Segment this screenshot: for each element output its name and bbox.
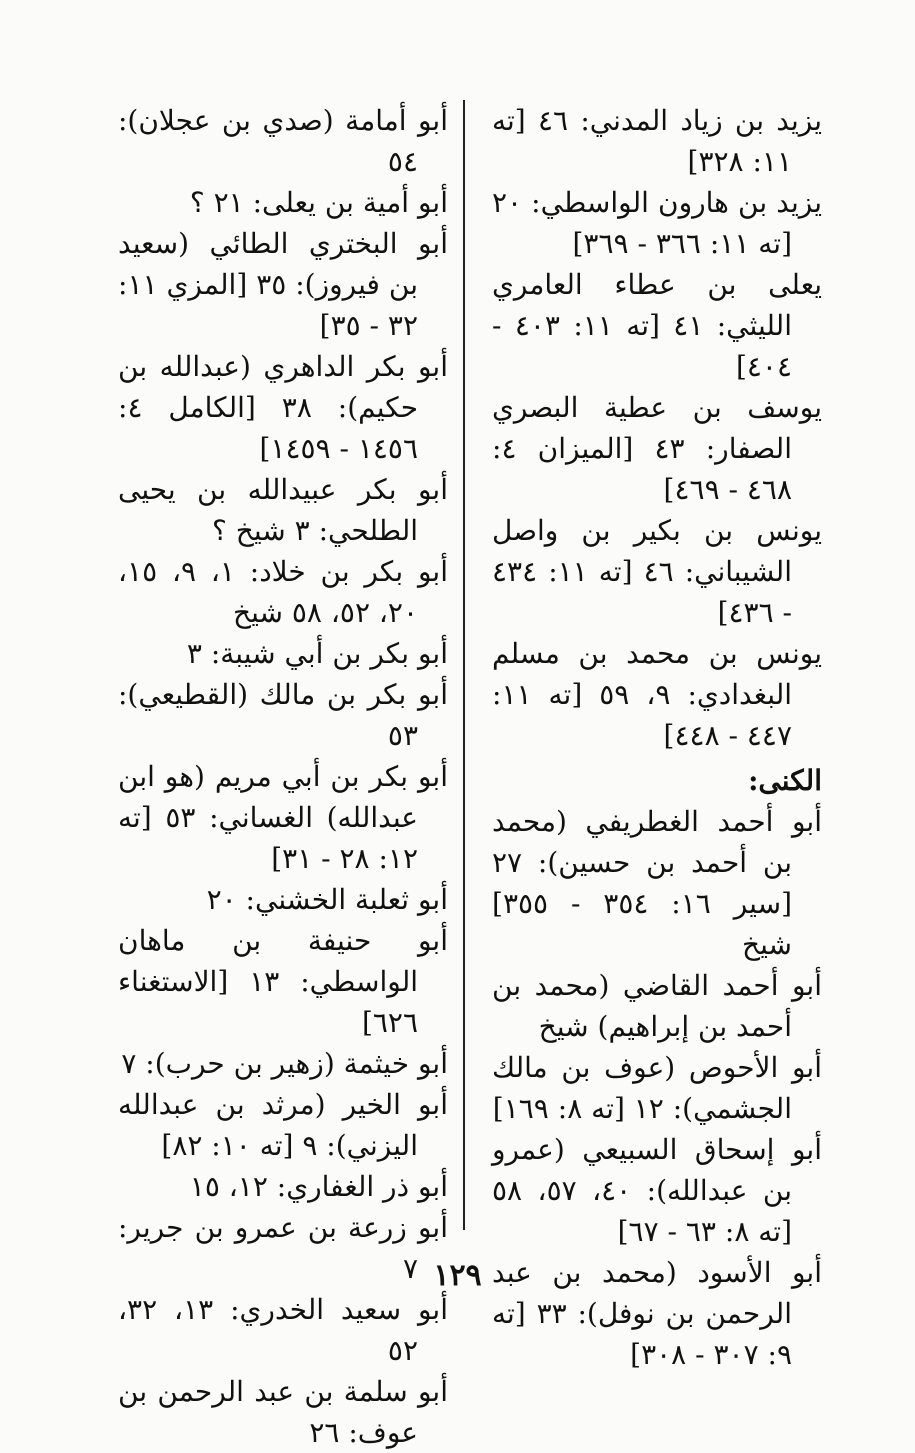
index-entry: أبو بكر بن أبي شيبة: ٣ bbox=[186, 637, 448, 670]
index-entry: أبو ذر الغفاري: ١٢، ١٥ bbox=[189, 1170, 448, 1203]
index-entry: أبو أحمد القاضي (محمد بن أحمد بن إبراهيم) شيخ bbox=[492, 969, 822, 1043]
index-entry: أبو أحمد الغطريفي (محمد بن أحمد بن حسين): ٢٧ [سير ١٦: ٣٥٤ - ٣٥٥] شيخ bbox=[492, 805, 822, 961]
index-entry: أبو البختري الطائي (سعيد بن فيروز): ٣٥ [المزي ١١: ٣٢ - ٣٥] bbox=[118, 227, 448, 342]
index-entry: أبو بكر بن مالك (القطيعي): ٥٣ bbox=[118, 678, 448, 752]
index-entry: أبو خيثمة (زهير بن حرب): ٧ bbox=[121, 1047, 448, 1080]
index-entry: أبو ثعلبة الخشني: ٢٠ bbox=[206, 883, 448, 916]
index-entry: يونس بن محمد بن مسلم البغدادي: ٩، ٥٩ [ته ١١: ٤٤٧ - ٤٤٨] bbox=[492, 637, 822, 752]
index-entry: أبو زرعة بن عمرو بن جرير: ٧ bbox=[118, 1211, 448, 1285]
index-entry: أبو الأحوص (عوف بن مالك الجشمي): ١٢ [ته ٨: ١٦٩] bbox=[492, 1051, 822, 1125]
column-divider bbox=[463, 100, 465, 1230]
index-entry: أبو بكر بن خلاد: ١، ٩، ١٥، ٢٠، ٥٢، ٥٨ شيخ bbox=[118, 555, 448, 629]
section-heading: الكنى: bbox=[748, 764, 822, 797]
left-column bbox=[118, 100, 448, 1453]
index-entry: يزيد بن زياد المدني: ٤٦ [ته ١١: ٣٢٨] bbox=[492, 104, 822, 178]
index-entry: أبو سلمة بن عبد الرحمن بن عوف: ٢٦ bbox=[118, 1375, 448, 1449]
index-entry: أبو حنيفة بن ماهان الواسطي: ١٣ [الاستغناء ٦٢٦] bbox=[118, 924, 448, 1039]
index-entry: أبو أمامة (صدي بن عجلان): ٥٤ bbox=[118, 104, 448, 178]
page-number: ١٢٩ bbox=[433, 1258, 482, 1293]
index-entry: أبو أمية بن يعلى: ٢١ ؟ bbox=[189, 186, 448, 219]
index-entry: يوسف بن عطية البصري الصفار: ٤٣ [الميزان ٤: ٤٦٨ - ٤٦٩] bbox=[492, 391, 822, 506]
index-entry: يزيد بن هارون الواسطي: ٢٠ [ته ١١: ٣٦٦ - ٣٦٩] bbox=[492, 186, 822, 260]
index-entry: أبو بكر الداهري (عبدالله بن حكيم): ٣٨ [الكامل ٤: ١٤٥٦ - ١٤٥٩] bbox=[118, 350, 448, 465]
index-entry: أبو الخير (مرثد بن عبدالله اليزني): ٩ [ته ١٠: ٨٢] bbox=[118, 1088, 448, 1162]
right-column bbox=[492, 100, 822, 1375]
index-entry: أبو سعيد الخدري: ١٣، ٣٢، ٥٢ bbox=[118, 1293, 448, 1367]
index-entry: يونس بن بكير بن واصل الشيباني: ٤٦ [ته ١١: ٤٣٤ - ٤٣٦] bbox=[492, 514, 822, 629]
index-entry: أبو إسحاق السبيعي (عمرو بن عبدالله): ٤٠، ٥٧، ٥٨ [ته ٨: ٦٣ - ٦٧] bbox=[492, 1133, 822, 1248]
index-entry: أبو الأسود (محمد بن عبد الرحمن بن نوفل): ٣٣ [ته ٩: ٣٠٧ - ٣٠٨] bbox=[492, 1256, 822, 1371]
index-entry: أبو بكر بن أبي مريم (هو ابن عبدالله) الغساني: ٥٣ [ته ١٢: ٢٨ - ٣١] bbox=[118, 760, 448, 875]
index-entry: أبو بكر عبيدالله بن يحيى الطلحي: ٣ شيخ ؟ bbox=[118, 473, 448, 547]
index-entry: يعلى بن عطاء العامري الليثي: ٤١ [ته ١١: ٤٠٣ - ٤٠٤] bbox=[492, 268, 822, 383]
